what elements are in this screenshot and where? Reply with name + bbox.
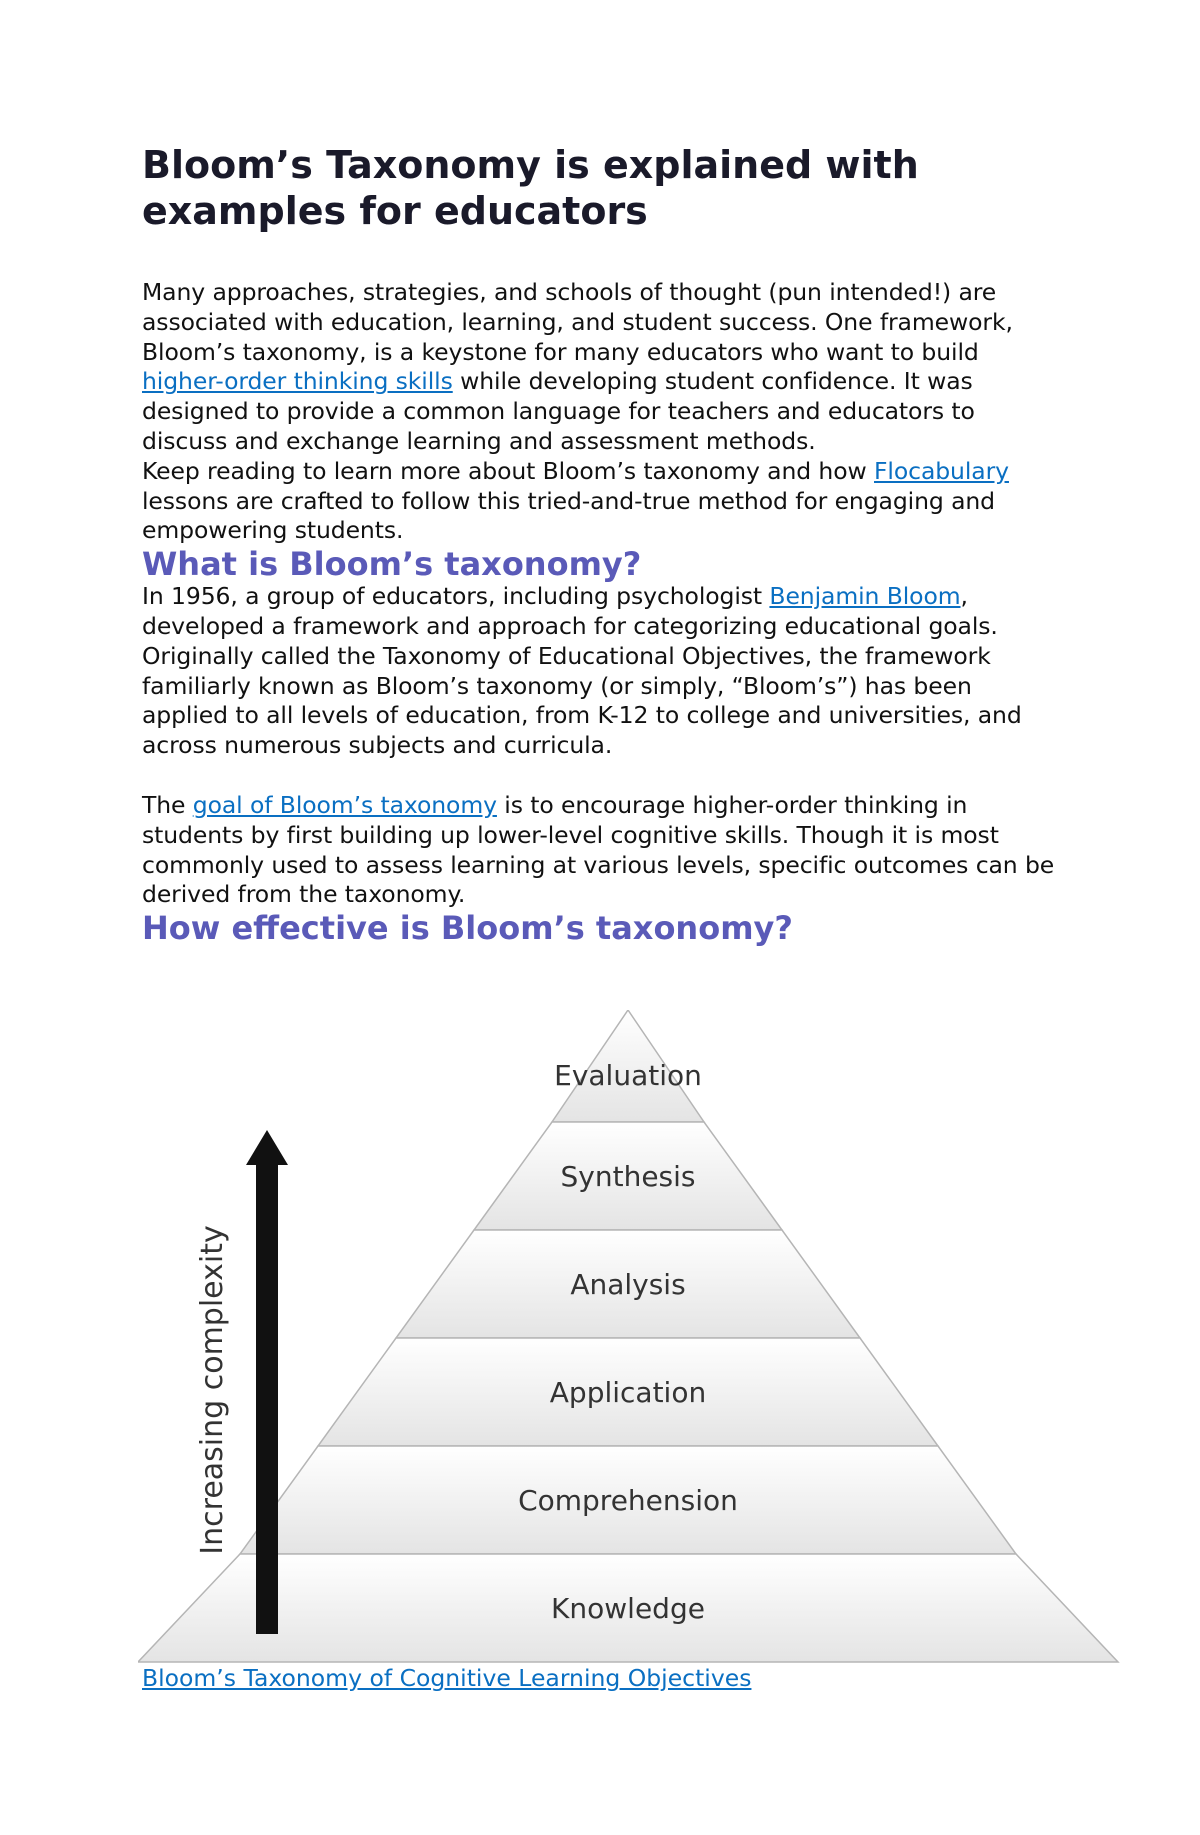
complexity-arrow-shaft xyxy=(256,1160,278,1634)
intro-paragraph-2 xyxy=(142,457,1062,546)
tier-label-evaluation: Evaluation xyxy=(554,1059,702,1092)
axis-label-complexity: Increasing complexity xyxy=(195,1225,230,1555)
tier-label-analysis: Analysis xyxy=(570,1268,686,1301)
intro-text: while developing student confidence. It was designed to provide a common language for teachers and educators to discuss and exchange learning and assessment methods. xyxy=(142,367,975,455)
tier-label-synthesis: Synthesis xyxy=(560,1160,696,1193)
intro-text: Many approaches, strategies, and schools of thought (pun intended!) are associated with education, learning, and student success. One framework, Bloom’s taxonomy, is a keystone for many educators who want to build xyxy=(142,278,1013,366)
tier-label-knowledge: Knowledge xyxy=(551,1592,705,1625)
higher-order-thinking-link[interactable]: higher-order thinking skills xyxy=(142,367,453,396)
pyramid-svg xyxy=(138,1010,1128,1670)
intro-text: lessons are crafted to follow this tried-and-true method for engaging and empowering students. xyxy=(142,486,995,545)
tier-label-comprehension: Comprehension xyxy=(518,1484,738,1517)
figure-caption-link[interactable]: Bloom’s Taxonomy of Cognitive Learning Objectives xyxy=(142,1664,752,1692)
flocabulary-link[interactable]: Flocabulary xyxy=(874,456,1009,485)
section1-text: is to encourage higher-order thinking in students by first building up lower-level cognitive skills. Though it is most commonly used to assess learning at various levels, specific outcomes can be derived from the taxonomy. xyxy=(142,790,1055,909)
section-heading-how-effective: How effective is Bloom’s taxonomy? xyxy=(142,909,793,948)
blooms-pyramid-figure xyxy=(138,1010,1128,1670)
section1-paragraph-1 xyxy=(142,582,1062,642)
section-heading-what-is: What is Bloom’s taxonomy? xyxy=(142,545,642,584)
intro-text: Keep reading to learn more about Bloom’s taxonomy and how xyxy=(142,456,874,485)
section1-text: In 1956, a group of educators, including psychologist xyxy=(142,582,770,611)
section1-paragraph-2: Originally called the Taxonomy of Educational Objectives, the framework familiarly known as Bloom’s taxonomy (or simply, “Bloom’s”) has been applied to all levels of education, from K-12 to college and universities, and across numerous subjects and curricula. xyxy=(142,641,1022,760)
document-body xyxy=(142,130,1062,946)
section1-text: , developed a framework and approach for categorizing educational goals. xyxy=(142,582,998,640)
arrow-up-icon xyxy=(246,1130,288,1165)
benjamin-bloom-link[interactable]: Benjamin Bloom xyxy=(769,582,961,611)
goal-of-blooms-link[interactable]: goal of Bloom’s taxonomy xyxy=(192,790,497,819)
tier-label-application: Application xyxy=(549,1376,707,1409)
intro-paragraph-1 xyxy=(142,278,1062,457)
section1-text: The xyxy=(142,790,193,819)
page-title: Bloom’s Taxonomy is explained with examples for educators xyxy=(142,143,919,233)
section1-paragraph-3 xyxy=(142,791,1062,910)
